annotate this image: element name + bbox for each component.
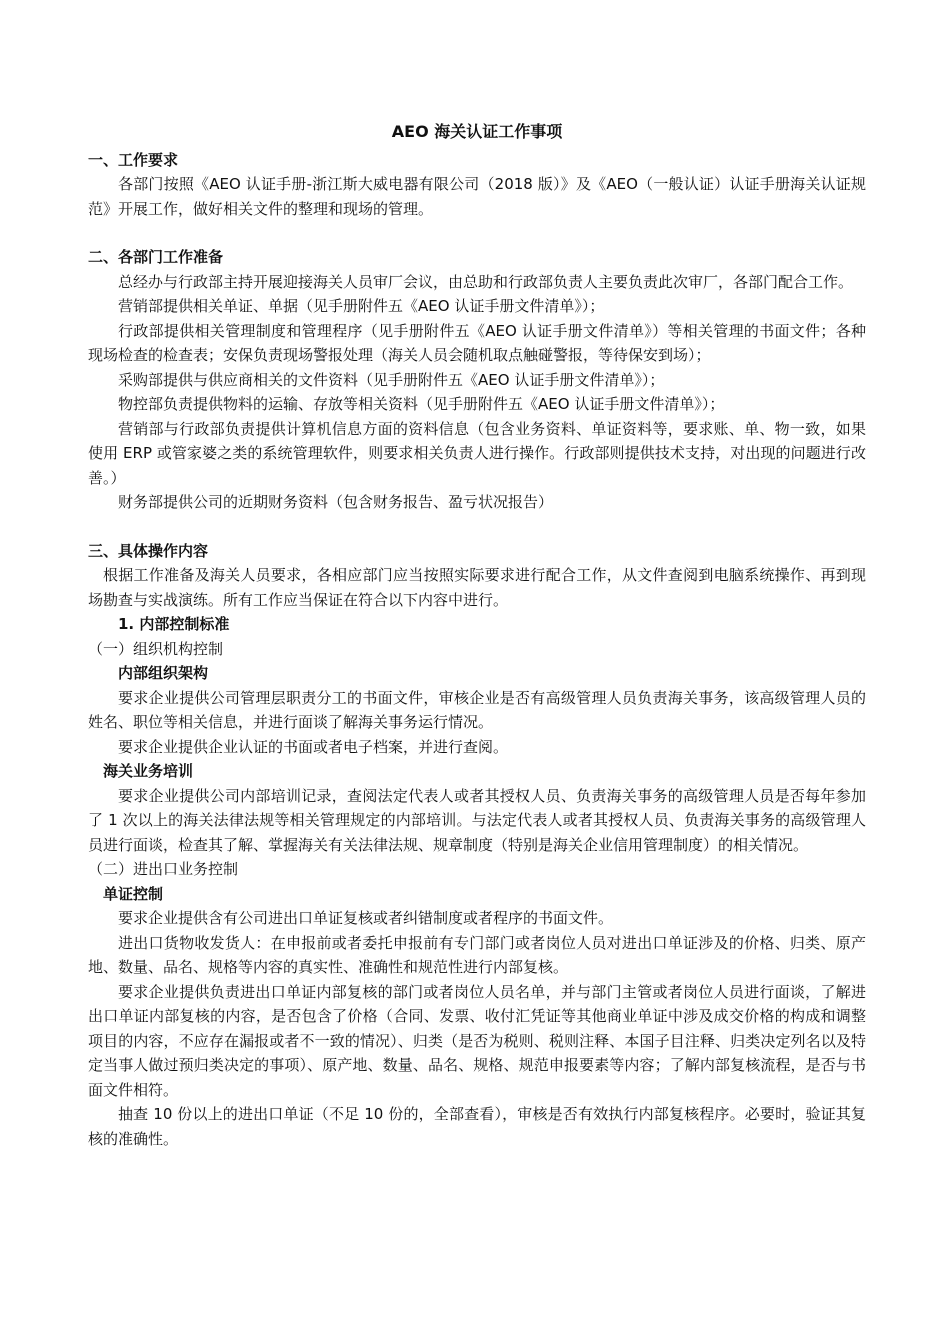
- paragraph: 营销部提供相关单证、单据（见手册附件五《AEO 认证手册文件清单》）；: [118, 297, 605, 315]
- subheading-training: 海关业务培训: [103, 762, 194, 780]
- paragraph: 物控部负责提供物料的运输、存放等相关资料（见手册附件五《AEO 认证手册文件清单》）；: [118, 395, 725, 413]
- paragraph: 财务部提供公司的近期财务资料（包含财务报告、盈亏状况报告）: [118, 493, 554, 511]
- spacer: [88, 221, 866, 245]
- section-heading-operations: 三、具体操作内容: [88, 541, 209, 560]
- part-heading-organization: （一）组织机构控制: [88, 639, 224, 658]
- document-page: [88, 120, 866, 1151]
- part-heading-import-export: （二）进出口业务控制: [88, 860, 239, 878]
- paragraph: 各部门按照《AEO 认证手册-浙江斯大威电器有限公司（2018 版）》及《AEO（一般认证）认证手册海关认证规范》开展工作，做好相关文件的整理和现场的管理。: [88, 175, 866, 218]
- subheading-org-structure: 内部组织架构: [118, 664, 209, 682]
- paragraph: 要求企业提供企业认证的书面或者电子档案，并进行查阅。: [118, 737, 509, 756]
- document-title: AEO 海关认证工作事项: [391, 122, 563, 141]
- section-heading-preparation: 二、各部门工作准备: [88, 248, 224, 266]
- paragraph: 要求企业提供公司内部培训记录，查阅法定代表人或者其授权人员、负责海关事务的高级管理人员是否每年参加了 1 次以上的海关法律法规等相关管理规定的内部培训。与法定代表人或者其授权人员、负责海关事务的高级管理人员进行面谈，检查其了解、掌握海关有关法律法规、规章制度（特别是海关企业信用管理制度）的相关情况。: [88, 786, 866, 854]
- spacer: [88, 515, 866, 539]
- paragraph: 营销部与行政部负责提供计算机信息方面的资料信息（包含业务资料、单证资料等，要求账、单、物一致，如果使用 ERP 或管家婆之类的系统管理软件，则要求相关负责人进行操作。行政部则提供技术支持，对出现的问题进行改善。）: [88, 419, 866, 487]
- paragraph: 要求企业提供公司管理层职责分工的书面文件，审核企业是否有高级管理人员负责海关事务，该高级管理人员的姓名、职位等相关信息，并进行面谈了解海关事务运行情况。: [88, 688, 866, 731]
- subheading-document-control: 单证控制: [103, 884, 164, 903]
- paragraph: 抽查 10 份以上的进出口单证（不足 10 份的，全部查看），审核是否有效执行内部复核程序。必要时，验证其复核的准确性。: [88, 1105, 866, 1148]
- paragraph: 采购部提供与供应商相关的文件资料（见手册附件五《AEO 认证手册文件清单》）；: [118, 370, 665, 389]
- paragraph: 行政部提供相关管理制度和管理程序（见手册附件五《AEO 认证手册文件清单》）等相关管理的书面文件；各种现场检查的检查表；安保负责现场警报处理（海关人员会随机取点触碰警报，等待保安到场）；: [88, 321, 866, 364]
- paragraph: 总经办与行政部主持开展迎接海关人员审厂会议，由总助和行政部负责人主要负责此次审厂，各部门配合工作。: [118, 272, 854, 291]
- paragraph: 要求企业提供负责进出口单证内部复核的部门或者岗位人员名单，并与部门主管或者岗位人员进行面谈，了解进出口单证内部复核的内容，是否包含了价格（合同、发票、收付汇凭证等其他商业单证中涉及成交价格的构成和调整项目的内容，不应存在漏报或者不一致的情况）、归类（是否为税则、税则注释、本国子目注释、归类决定列名以及特定当事人做过预归类决定的事项）、原产地、数量、品名、规格、规范申报要素等内容；了解内部复核流程，是否与书面文件相符。: [88, 982, 866, 1099]
- paragraph: 要求企业提供含有公司进出口单证复核或者纠错制度或者程序的书面文件。: [118, 909, 614, 927]
- paragraph: 根据工作准备及海关人员要求，各相应部门应当按照实际要求进行配合工作，从文件查阅到电脑系统操作、再到现场勘查与实战演练。所有工作应当保证在符合以下内容中进行。: [88, 566, 866, 609]
- subheading-internal-control: 1. 内部控制标准: [118, 615, 230, 633]
- section-heading-requirements: 一、工作要求: [88, 150, 179, 169]
- paragraph: 进出口货物收发货人：在申报前或者委托申报前有专门部门或者岗位人员对进出口单证涉及的价格、归类、原产地、数量、品名、规格等内容的真实性、准确性和规范性进行内部复核。: [88, 933, 866, 976]
